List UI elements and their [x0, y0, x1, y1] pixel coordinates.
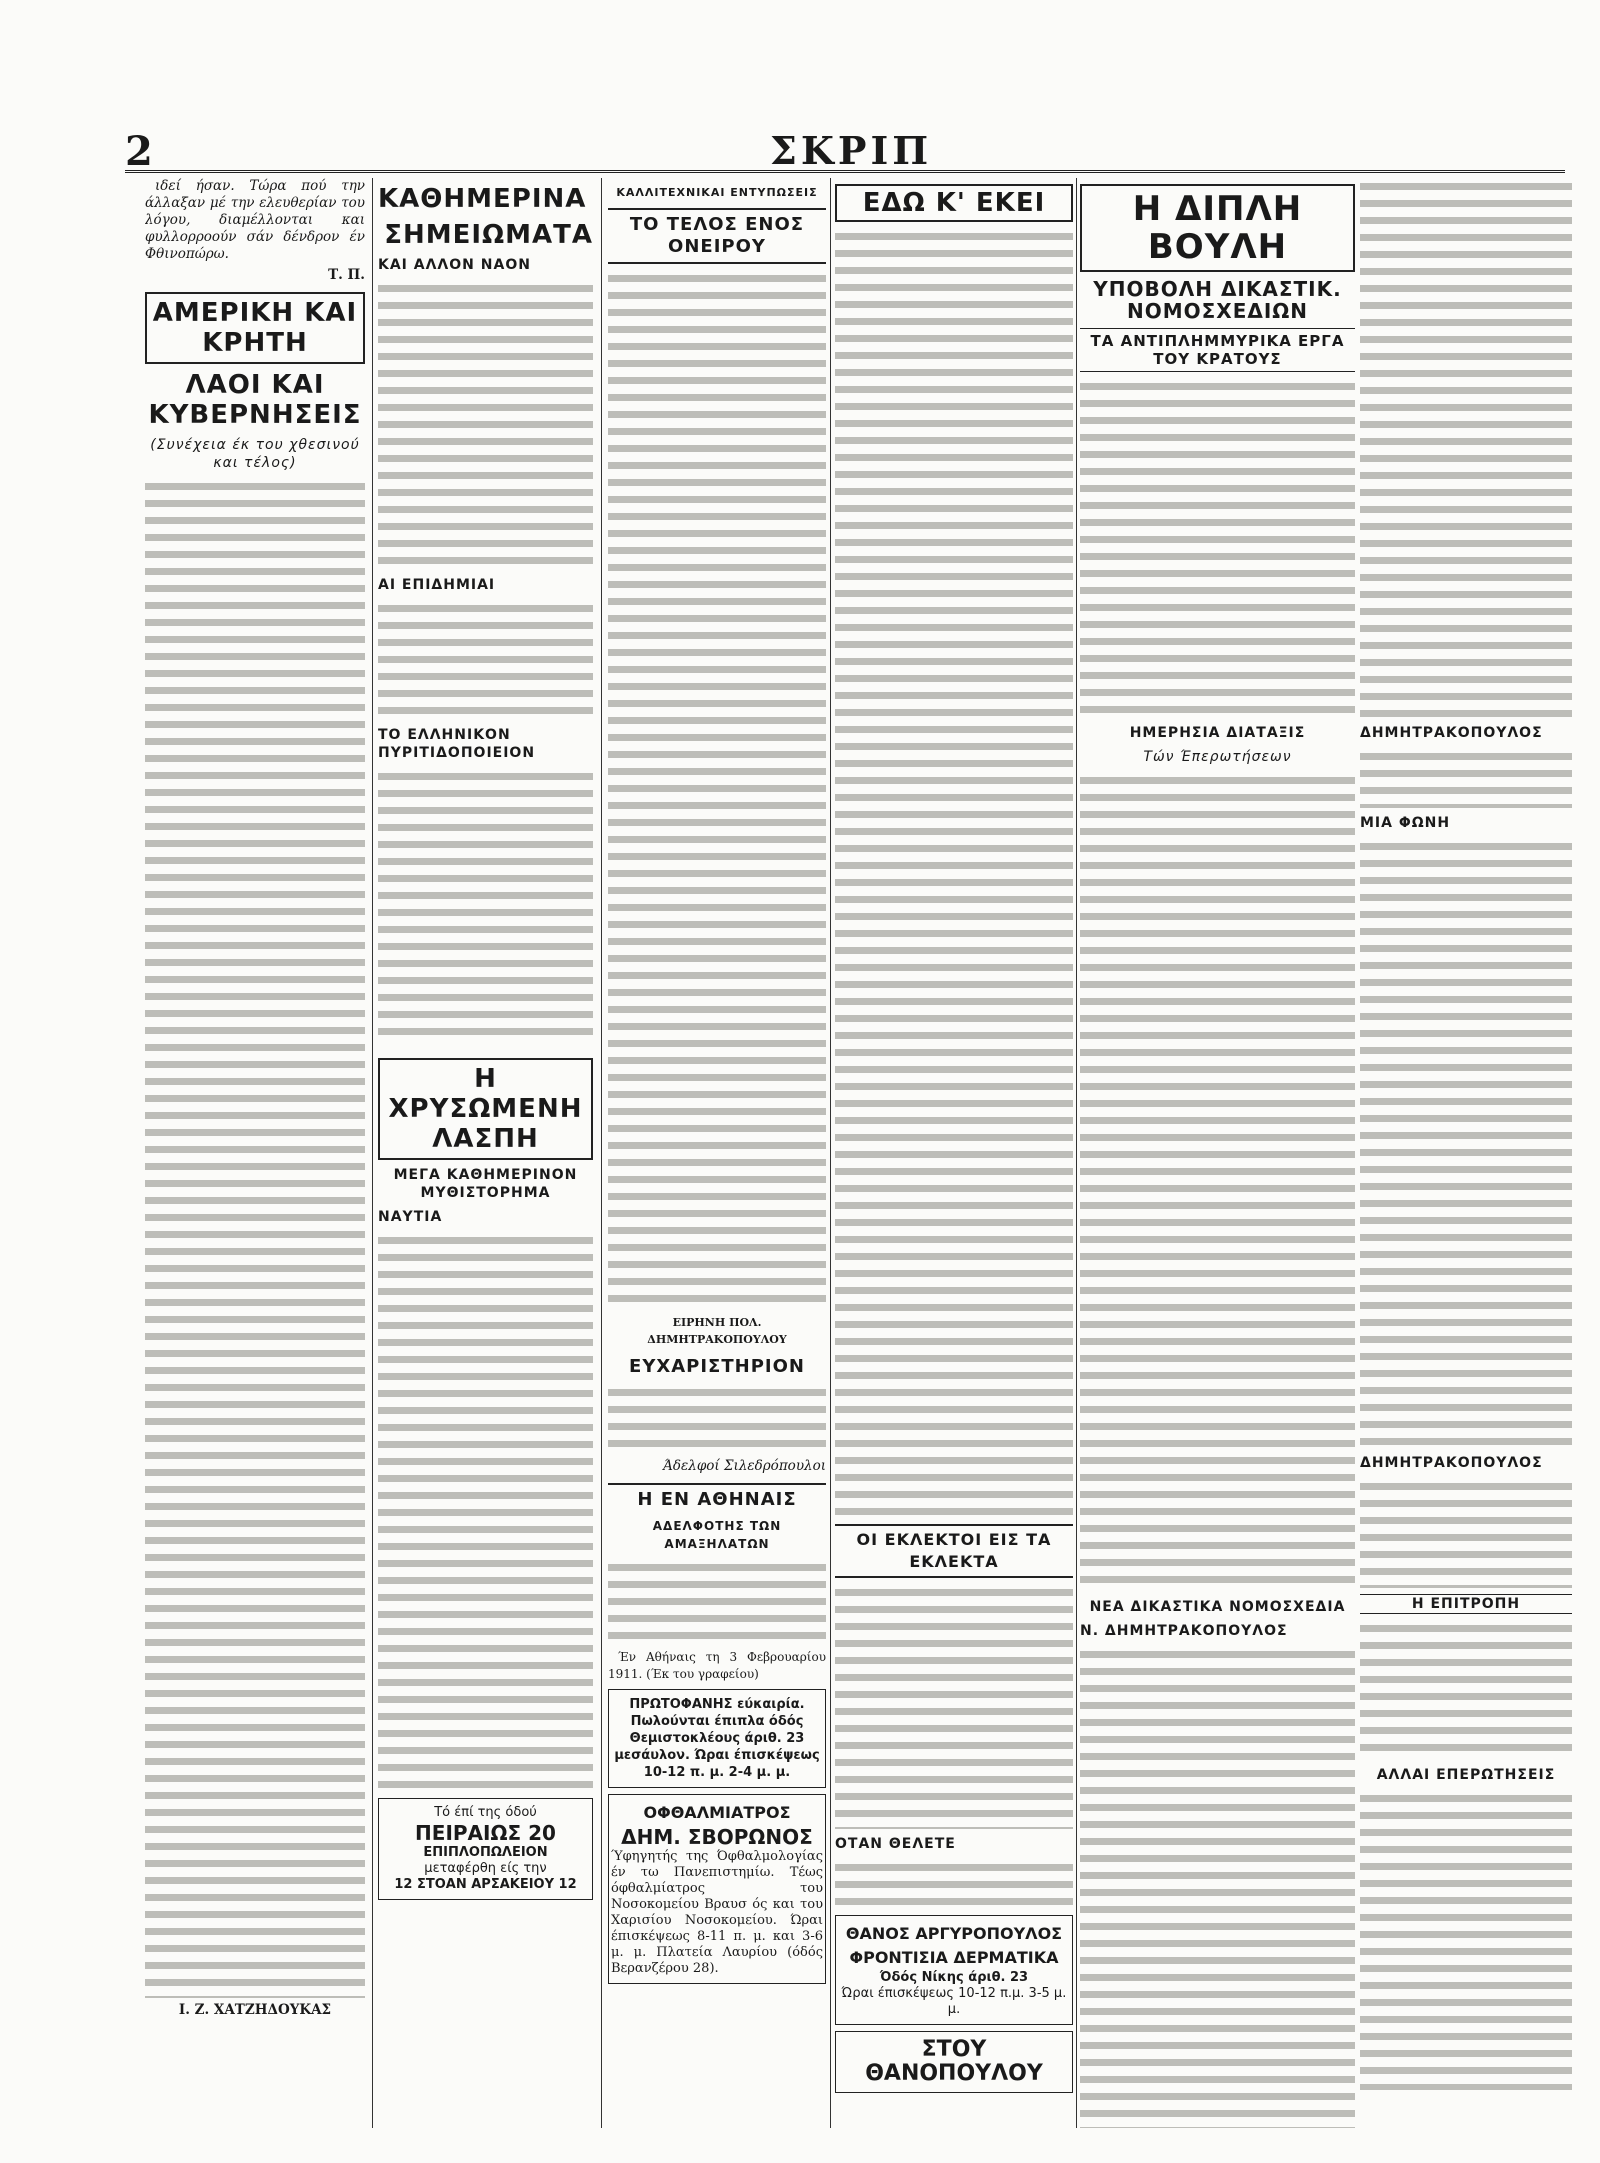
ad-line: ΘΑΝΟΣ ΑΡΓΥΡΟΠΟΥΛΟΣ [845, 1924, 1063, 1943]
section-heading: ΗΜΕΡΗΣΙΑ ΔΙΑΤΑΞΙΣ [1129, 725, 1306, 741]
column-2 [378, 178, 593, 2128]
notice-subheading: ΑΔΕΛΦΟΤΗΣ ΤΩΝ ΑΜΑΞΗΛΑΤΩΝ [652, 1519, 782, 1551]
article-body [608, 270, 826, 1310]
masthead [125, 128, 1565, 173]
lead-heading: Η ΔΙΠΛΗ ΒΟΥΛΗ [1080, 184, 1355, 272]
article-heading: ΟΙ ΕΚΛΕΚΤΟΙ ΕΙΣ ΤΑ ΕΚΛΕΚΤΑ [835, 1524, 1073, 1578]
ad-line: Τό έπί της όδού [434, 1805, 537, 1820]
speaker-name: ΔΗΜΗΤΡΑΚΟΠΟΥΛΟΣ [1360, 725, 1543, 741]
notice-heading: ΕΥΧΑΡΙΣΤΗΡΙΟΝ [629, 1356, 805, 1377]
column-rule [1076, 178, 1077, 2128]
section-body [1080, 772, 1355, 1592]
column-6 [1360, 178, 1572, 2128]
section-heading: ΕΔΩ Κ' ΕΚΕΙ [835, 184, 1073, 222]
speaker-name: ΔΗΜΗΤΡΑΚΟΠΟΥΛΟΣ [1360, 1455, 1543, 1471]
section-body [1360, 748, 1572, 808]
author: Ι. Ζ. ΧΑΤΖΗΔΟΥΚΑΣ [178, 2002, 332, 2018]
column-rule [830, 178, 831, 2128]
column-5 [1080, 178, 1355, 2128]
column-rule [372, 178, 373, 2128]
column-4 [835, 178, 1073, 2128]
note-heading: ΑΙ ΕΠΙΔΗΜΙΑΙ [378, 577, 496, 593]
novel-title: Η ΧΡΥΣΩΜΕΝΗ ΛΑΣΠΗ [378, 1058, 593, 1160]
section-heading: ΝΕΑ ΔΙΚΑΣΤΙΚΑ ΝΟΜΟΣΧΕΔΙΑ [1089, 1599, 1346, 1615]
voice-reply: ΜΙΑ ΦΩΝΗ [1360, 815, 1451, 831]
section-subheading: ΣΗΜΕΙΩΜΑΤΑ [384, 220, 593, 250]
newspaper-title: ΣΚΡΙΠ [770, 128, 933, 173]
notice-heading: Η ΕΝ ΑΘΗΝΑΙΣ [608, 1483, 826, 1511]
article-body [145, 478, 365, 1998]
ad-line: Όδός Νίκης άριθ. 23 [879, 1970, 1029, 1985]
furniture-ad [378, 1798, 593, 1900]
column-1 [145, 178, 365, 2128]
classified-ad: ΠΡΩΤΟΦΑΝΗΣ εύκαιρία. Πωλούνται έπιπλα όδός Θεμιστοκλέους άριθ. 23 μεσάυλον. Ώραι έπισκέψεως 10-12 π. μ. 2-4 μ. μ. [608, 1689, 826, 1788]
signature: Τ. Π. [328, 267, 365, 283]
continuation-note: (Συνέχεια έκ του χθεσινού και τέλος) [150, 437, 360, 471]
novel-body [378, 1232, 593, 1792]
ad-heading: ΟΤΑΝ ΘΕΛΕΤΕ [835, 1836, 956, 1852]
novel-subtitle: ΜΕΓΑ ΚΑΘΗΜΕΡΙΝΟΝ ΜΥΘΙΣΤΟΡΗΜΑ [393, 1167, 578, 1201]
notice-body [608, 1559, 826, 1649]
section-body [835, 228, 1073, 1518]
article-kicker: ΚΑΛΛΙΤΕΧΝΙΚΑΙ ΕΝΤΥΠΩΣΕΙΣ [616, 186, 818, 199]
ad-line: ΦΡΟΝΤΙΣΙΑ ΔΕΡΜΑΤΙΚΑ [849, 1948, 1059, 1967]
lead-subheading: ΥΠΟΒΟΛΗ ΔΙΚΑΣΤΙΚ. ΝΟΜΟΣΧΕΔΙΩΝ [1093, 277, 1342, 323]
section-body [1360, 1478, 1572, 1588]
ad-line: Ώραι έπισκέψεως 10-12 π.μ. 3-5 μ. μ. [841, 1986, 1067, 2017]
ad-body [835, 1859, 1073, 1909]
notice-body [608, 1384, 826, 1454]
ad-line: ΣΤΟΥ ΘΑΝΟΠΟΥΛΟΥ [865, 2037, 1043, 2086]
note-body [378, 600, 593, 720]
article-subheading: ΛΑΟΙ ΚΑΙ ΚΥΒΕΡΝΗΣΕΙΣ [148, 370, 362, 430]
section-heading: ΚΑΘΗΜΕΡΙΝΑ [378, 184, 587, 214]
ad-body: Ύφηγητής της Όφθαλμολογίας έν τω Πανεπιστημίω. Τέως όφθαλμίατρος του Νοσοκομείου Βραυσ ός και του Χαρισίου Νοσοκομείου. Ώραι έπισκέψεως 8-11 π. μ. και 3-6 μ. μ. Πλατεία Λαυρίου (όδός Βερανζέρου 28). [611, 1849, 823, 1976]
notice-signature: Άδελφοί Σιλεδρόπουλοι [663, 1458, 826, 1474]
lead-subheading: ΤΑ ΑΝΤΙΠΛΗΜΜΥΡΙΚΑ ΕΡΓΑ ΤΟΥ ΚΡΑΤΟΥΣ [1080, 328, 1355, 372]
article-heading: ΑΜΕΡΙΚΗ ΚΑΙ ΚΡΗΤΗ [145, 292, 365, 364]
ad-line: ΠΕΙΡΑΙΩΣ 20 [415, 1821, 556, 1845]
note-body [378, 280, 593, 570]
ad-line: 12 ΣΤΟΑΝ ΑΡΣΑΚΕΙΟΥ 12 [394, 1877, 577, 1892]
ad-heading: ΟΦΘΑΛΜΙΑΤΡΟΣ [643, 1803, 791, 1822]
section-body [1360, 838, 1572, 1448]
doctor-ad [608, 1794, 826, 1984]
section-body [1360, 178, 1572, 718]
ad-name: ΔΗΜ. ΣΒΟΡΩΝΟΣ [621, 1825, 813, 1849]
speaker-name: Ν. ΔΗΜΗΤΡΑΚΟΠΟΥΛΟΣ [1080, 1623, 1288, 1639]
note-body [378, 768, 593, 1038]
section-body [1360, 1790, 1572, 2090]
column-rule [601, 178, 602, 2128]
section-body [1080, 1646, 1355, 2128]
section-heading: Η ΕΠΙΤΡΟΠΗ [1360, 1594, 1572, 1614]
ad-line: μεταφέρθη είς την [424, 1861, 547, 1876]
signature: ΕΙΡΗΝΗ ΠΟΛ. ΔΗΜΗΤΡΑΚΟΠΟΥΛΟΥ [647, 1316, 787, 1346]
article-body [835, 1584, 1073, 1829]
notice-date: Έν Αθήναις τη 3 Φεβρουαρίου 1911. (Έκ του γραφείου) [608, 1650, 826, 1681]
section-subheading: Τών Έπερωτήσεων [1143, 749, 1292, 765]
section-body [1360, 1620, 1572, 1760]
note-heading: ΤΟ ΕΛΛΗΝΙΚΟΝ ΠΥΡΙΤΙΔΟΠΟΙΕΙΟΝ [378, 727, 536, 761]
dermatology-ad [835, 1915, 1073, 2025]
section-heading: ΑΛΛΑΙ ΕΠΕΡΩΤΗΣΕΙΣ [1376, 1767, 1556, 1783]
article-heading: ΤΟ ΤΕΛΟΣ ΕΝΟΣ ΟΝΕΙΡΟΥ [608, 208, 826, 264]
ad-line: ΕΠΙΠΛΟΠΩΛΕΙΟΝ [423, 1845, 548, 1860]
lead-body [1080, 378, 1355, 718]
column-3 [608, 178, 826, 2128]
shop-ad [835, 2031, 1073, 2093]
article-intro: ιδεί ήσαν. Τώρα πού την άλλαξαν μέ την ελευθερίαν του λόγου, διαμέλλονται και φυλλορροούν σάν δένδρον έν Φθινοπώρω. [145, 178, 365, 262]
note-heading: ΚΑΙ ΑΛΛΟΝ ΝΑΟΝ [378, 257, 531, 273]
novel-section: ΝΑΥΤΙΑ [378, 1209, 443, 1225]
page-number: 2 [125, 128, 153, 175]
